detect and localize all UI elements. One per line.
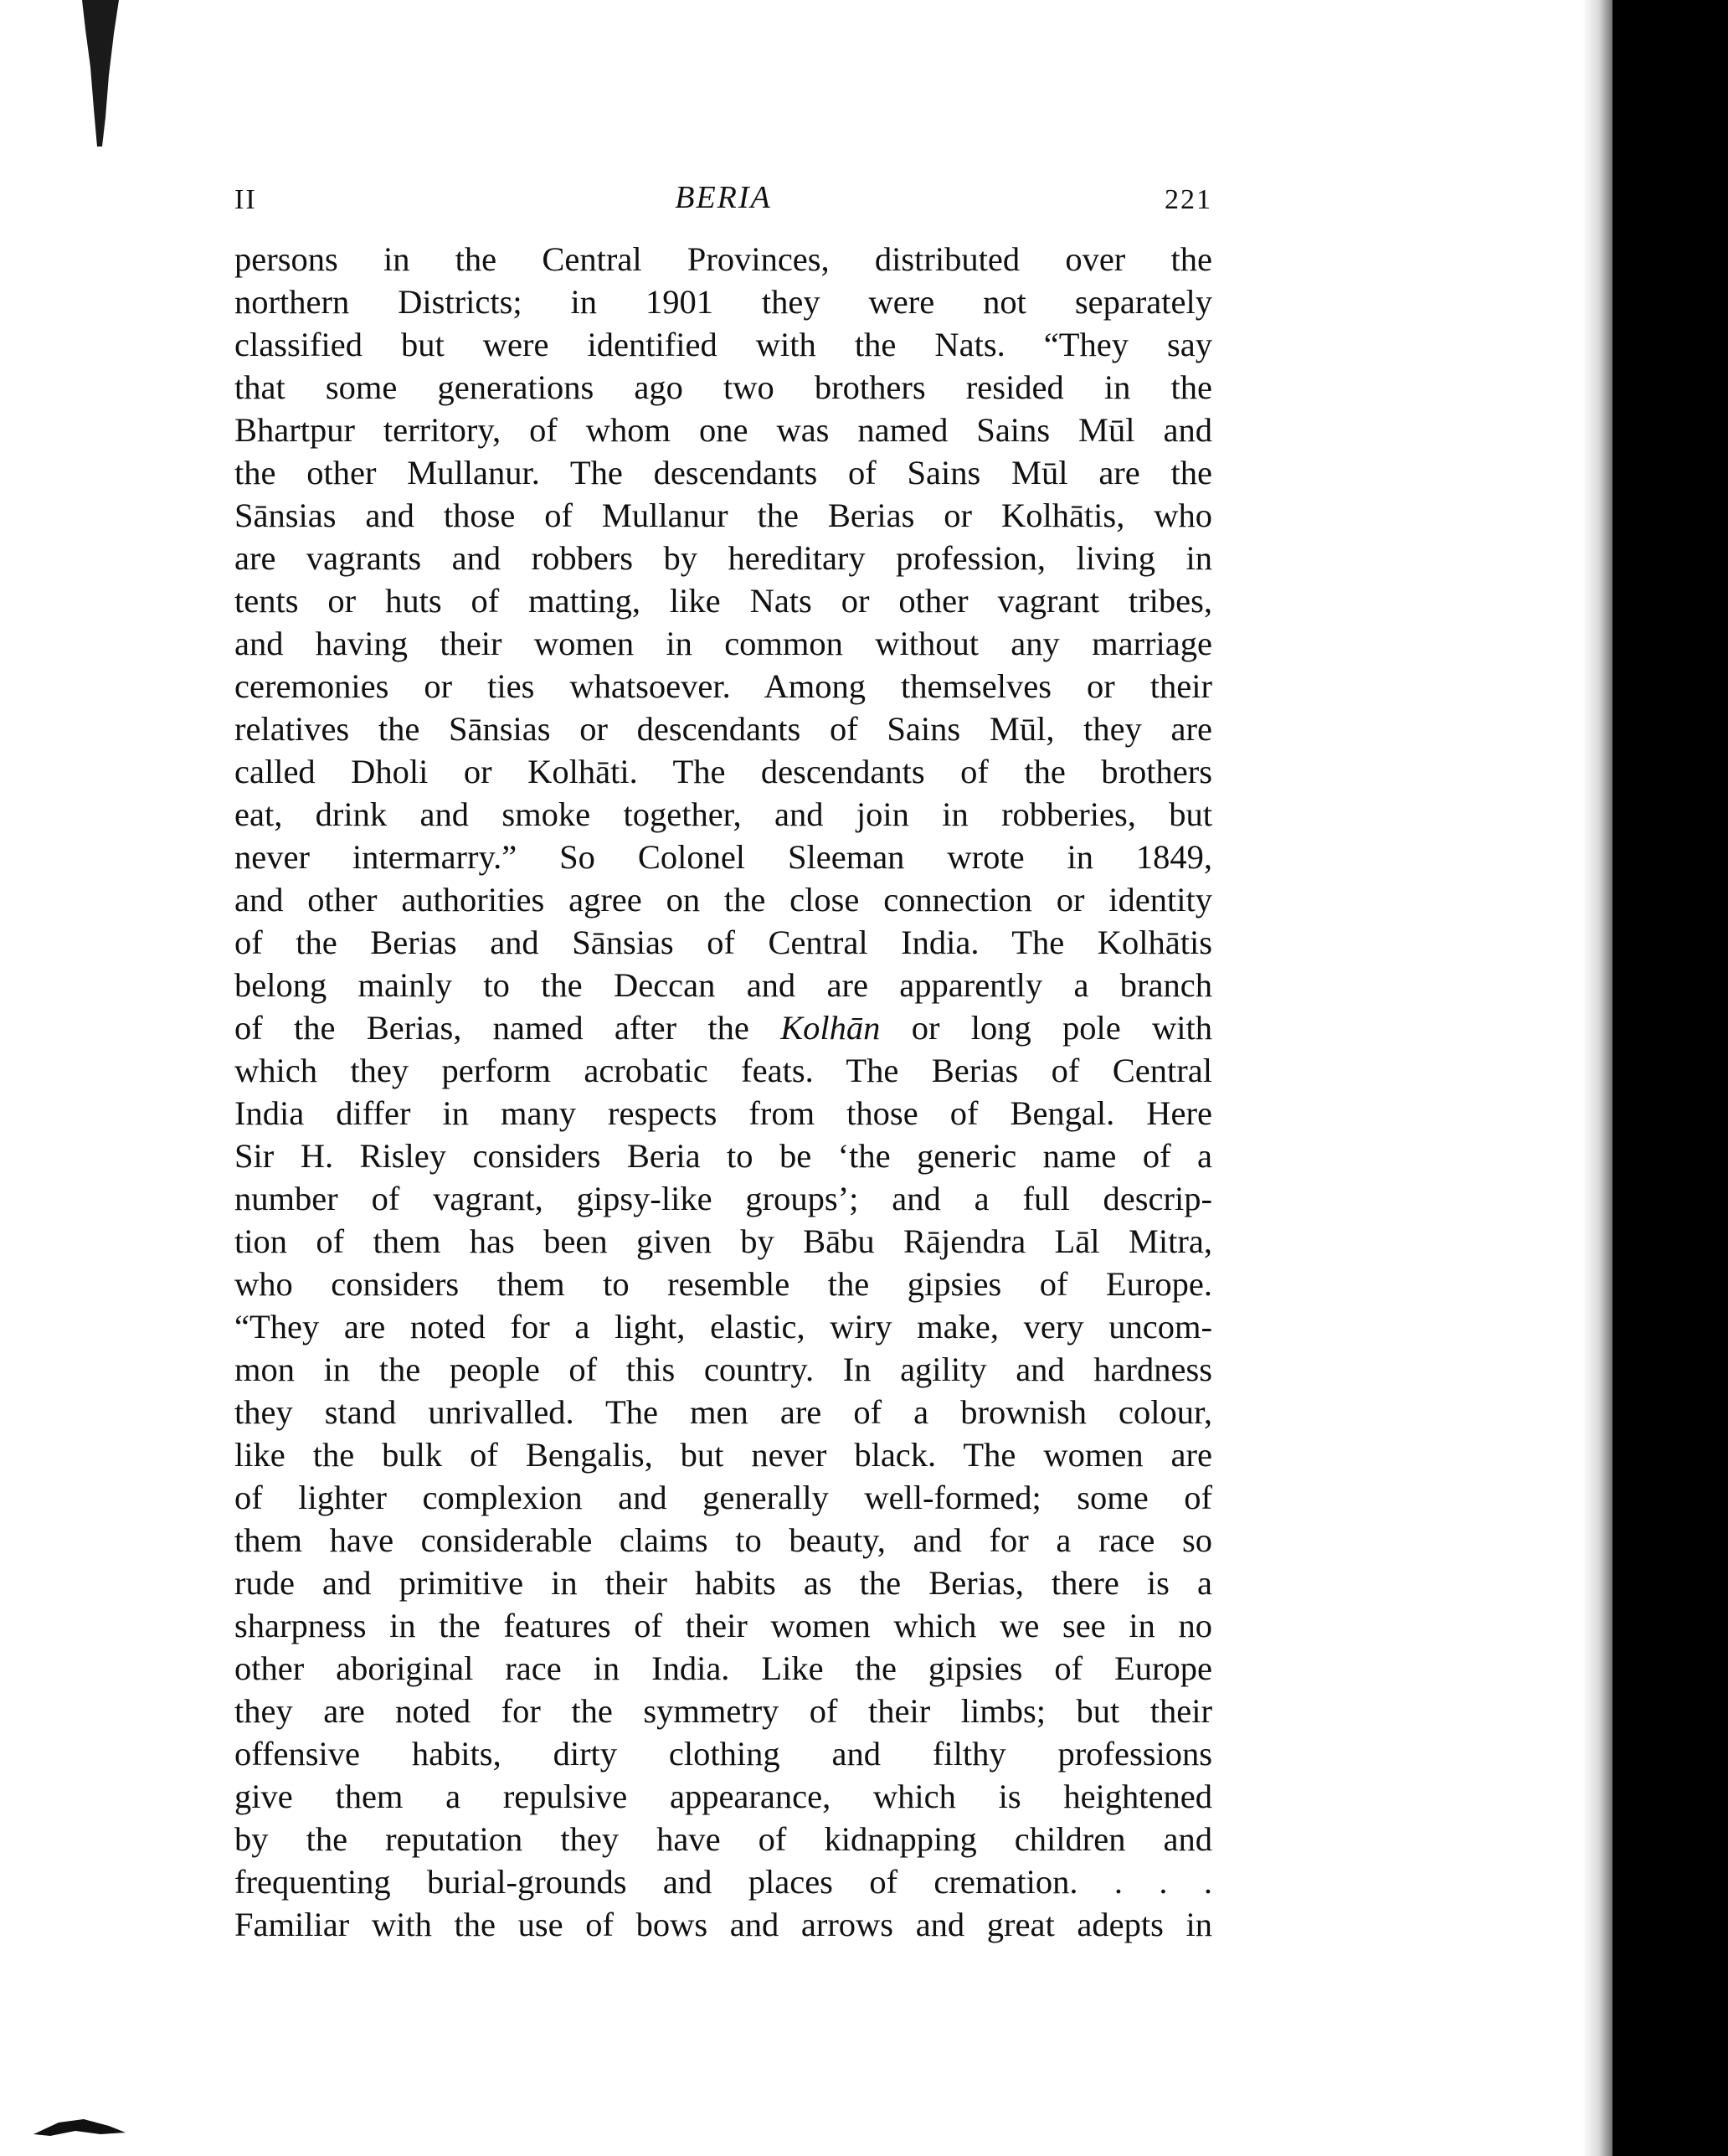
text-line: tents or huts of matting, like Nats or other vagrant tribes, [234, 582, 1212, 620]
body-paragraph [234, 238, 1212, 1946]
text-line: eat, drink and smoke together, and join in robberies, but [234, 795, 1212, 833]
text-line: and other authorities agree on the close connection or identity [234, 881, 1212, 918]
text-line: frequenting burial-grounds and places of cremation. . . . [234, 1863, 1212, 1901]
text-line: persons in the Central Provinces, distributed over the [234, 240, 1212, 278]
text-line: classified but were identified with the Nats. “They say [234, 326, 1212, 363]
text-line: are vagrants and robbers by hereditary profession, living in [234, 539, 1212, 577]
text-line: ceremonies or ties whatsoever. Among themselves or their [234, 667, 1212, 705]
text-line: them have considerable claims to beauty, and for a race so [234, 1521, 1212, 1559]
text-line: that some generations ago two brothers resided in the [234, 368, 1212, 406]
text-line: mon in the people of this country. In agility and hardness [234, 1351, 1212, 1388]
text-line: Sānsias and those of Mullanur the Berias or Kolhātis, who [234, 497, 1212, 534]
binding-mark-top-left [80, 0, 121, 147]
text-line: Bhartpur territory, of whom one was named Sains Mūl and [234, 411, 1212, 449]
text-line: by the reputation they have of kidnapping children and [234, 1820, 1212, 1858]
running-header [234, 179, 1212, 229]
text-line: offensive habits, dirty clothing and filthy professions [234, 1735, 1212, 1773]
page-number: 221 [1165, 184, 1212, 215]
text-line-kolhan [234, 1006, 1212, 1049]
text-line: Sir H. Risley considers Beria to be ‘the generic name of a [234, 1137, 1212, 1175]
text-line: rude and primitive in their habits as the Berias, there is a [234, 1564, 1212, 1602]
kolhan-line-before: of the Berias, named after the [234, 1009, 749, 1047]
text-line: never intermarry.” So Colonel Sleeman wrote in 1849, [234, 838, 1212, 876]
kolhan-line-after: or long pole with [911, 1009, 1212, 1047]
text-line: tion of them has been given by Bābu Rājendra Lāl Mitra, [234, 1222, 1212, 1260]
kolhan-italic-term: Kolhān [780, 1009, 881, 1047]
text-line: they stand unrivalled. The men are of a brownish colour, [234, 1393, 1212, 1431]
text-line: who considers them to resemble the gipsies of Europe. [234, 1265, 1212, 1303]
text-line: relatives the Sānsias or descendants of Sains Mūl, they are [234, 710, 1212, 748]
running-title: BERIA [675, 180, 772, 215]
text-line: sharpness in the features of their women which we see in no [234, 1607, 1212, 1644]
chapter-numeral: II [234, 184, 257, 215]
text-line: the other Mullanur. The descendants of Sains Mūl are the [234, 454, 1212, 491]
text-line: number of vagrant, gipsy-like groups’; and a full descrip- [234, 1180, 1212, 1217]
text-line: like the bulk of Bengalis, but never black. The women are [234, 1436, 1212, 1474]
text-line: give them a repulsive appearance, which is heightened [234, 1778, 1212, 1815]
text-line: of lighter complexion and generally well-formed; some of [234, 1479, 1212, 1516]
text-line: other aboriginal race in India. Like the gipsies of Europe [234, 1649, 1212, 1687]
text-line: of the Berias and Sānsias of Central India. The Kolhātis [234, 924, 1212, 961]
text-line: which they perform acrobatic feats. The Berias of Central [234, 1052, 1212, 1089]
text-line: “They are noted for a light, elastic, wiry make, very uncom- [234, 1308, 1212, 1346]
scan-dark-edge [1612, 0, 1728, 2156]
scan-shadow-edge [1582, 0, 1612, 2156]
text-line: called Dholi or Kolhāti. The descendants of the brothers [234, 753, 1212, 790]
text-line: and having their women in common without any marriage [234, 625, 1212, 662]
text-line: belong mainly to the Deccan and are apparently a branch [234, 966, 1212, 1004]
text-line: northern Districts; in 1901 they were not separately [234, 283, 1212, 321]
text-line: India differ in many respects from those of Bengal. Here [234, 1094, 1212, 1132]
text-line: Familiar with the use of bows and arrows and great adepts in [234, 1906, 1212, 1943]
text-line: they are noted for the symmetry of their limbs; but their [234, 1692, 1212, 1730]
binding-mark-bottom-left [33, 2114, 126, 2139]
